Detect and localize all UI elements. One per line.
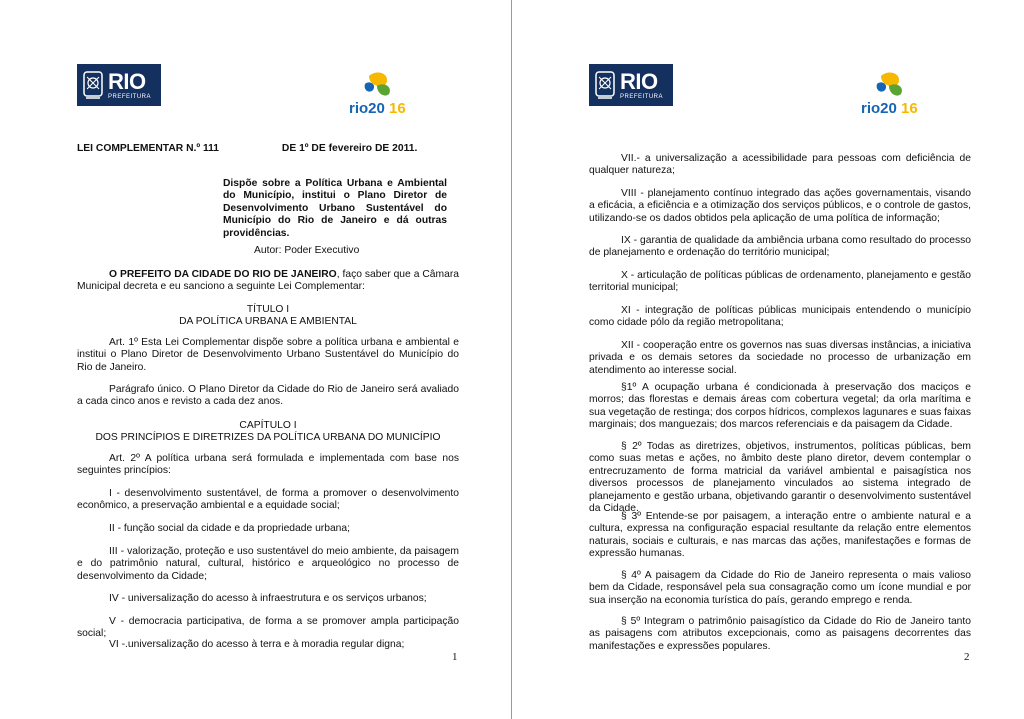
svg-text:rio20: rio20 xyxy=(349,100,385,117)
art-2: Art. 2º A política urbana será formulada e implementada com base nos seguintes princípios: xyxy=(77,453,459,477)
inciso-1: I - desenvolvimento sustentável, de forma a promover o desenvolvimento econômico, a preservação ambiental e a equidade social; xyxy=(77,488,459,512)
intro-bold: O PREFEITO DA CIDADE DO RIO DE JANEIRO xyxy=(109,269,337,280)
art-1: Art. 1º Esta Lei Complementar dispõe sobre a política urbana e ambiental e institui o Plano Diretor de Desenvolvimento Urbano Sustentável do Município do Rio de Janeiro. xyxy=(77,337,459,373)
capitulo-name: DOS PRINCÍPIOS E DIRETRIZES DA POLÍTICA URBANA DO MUNICÍPIO xyxy=(95,432,441,444)
prefeitura-rio-logo xyxy=(77,64,161,106)
paragrafo-4: § 4º A paisagem da Cidade do Rio de Janeiro representa o mais valioso bem da Cidade, responsável pela sua consagração como um ícone mundial e por sua inserção na economia turística do país, gerando emprego e renda. xyxy=(589,570,971,606)
inciso-10: X - articulação de políticas públicas de ordenamento, planejamento e gestão territorial municipal; xyxy=(589,270,971,294)
page-number-2: 2 xyxy=(964,651,970,663)
titulo-number: TÍTULO I xyxy=(246,304,290,315)
inciso-12: XII - cooperação entre os governos nas suas diversas instâncias, a iniciativa privada e os demais setores da sociedade no processo de urbanização em atendimento ao interesse social. xyxy=(589,340,971,376)
autor: Autor: Poder Executivo xyxy=(254,245,360,256)
intro-rest: , faço saber que a Câmara Municipal decreta e eu sanciono a seguinte Lei Complementar: xyxy=(77,269,459,293)
svg-text:16: 16 xyxy=(901,100,918,117)
inciso-5: V - democracia participativa, de forma a se promover ampla participação social; xyxy=(77,616,459,640)
paragrafo-unico: Parágrafo único. O Plano Diretor da Cidade do Rio de Janeiro será avaliado a cada cinco anos e revisto a cada dez anos. xyxy=(77,384,459,408)
prefeitura-rio-logo xyxy=(589,64,673,106)
prefeitura-logo-text: PREFEITURA xyxy=(108,93,152,100)
titulo-heading xyxy=(77,304,459,329)
lei-title: LEI COMPLEMENTAR N.º 111 xyxy=(77,143,220,154)
rio-2016-logo-icon xyxy=(347,70,407,118)
lei-heading xyxy=(77,143,417,154)
lei-date: DE 1º DE fevereiro DE 2011. xyxy=(281,143,418,154)
titulo-name: DA POLÍTICA URBANA E AMBIENTAL xyxy=(179,316,357,328)
svg-text:16: 16 xyxy=(389,100,406,117)
crest-icon xyxy=(594,69,616,101)
inciso-4: IV - universalização do acesso à infraestrutura e os serviços urbanos; xyxy=(109,593,427,604)
rio-logo-text: RIO xyxy=(108,68,146,94)
capitulo-heading xyxy=(77,420,459,445)
prefeitura-logo-text: PREFEITURA xyxy=(620,93,664,100)
paragrafo-2: § 2º Todas as diretrizes, objetivos, instrumentos, políticas públicas, bem como suas metas e ações, no âmbito deste plano diretor, devem contemplar o entrecruzamento de forma matricial da variável ambiental e paisagística nos diversos processos de planejamento vinculados ao sistema integrado de planejamento e gestão urbana, objetivando garantir o desenvolvimento sustentável da Cidade. xyxy=(589,441,971,515)
document-page-2 xyxy=(512,0,1024,719)
ementa: Dispõe sobre a Política Urbana e Ambiental do Município, institui o Plano Diretor de Desenvolvimento Urbano Sustentável do Município do Rio de Janeiro e dá outras providências. xyxy=(223,178,447,239)
inciso-3: III - valorização, proteção e uso sustentável do meio ambiente, da paisagem e do patrimônio natural, cultural, histórico e arqueológico no processo de desenvolvimento da Cidade; xyxy=(77,546,459,582)
inciso-8: VIII - planejamento contínuo integrado das ações governamentais, visando a eficácia, a eficiência e a otimização dos serviços públicos, e o controle de gastos, utilizando-se os dados obtidos pela aplicação de uma política de informação; xyxy=(589,188,971,224)
inciso-9: IX - garantia de qualidade da ambiência urbana como resultado do processo de planejamento e ordenação do território municipal; xyxy=(589,235,971,259)
paragrafo-5: § 5º Integram o patrimônio paisagístico da Cidade do Rio de Janeiro tanto as paisagens com atributos excepcionais, como as paisagens decorrentes das manifestações e expressões populares. xyxy=(589,616,971,652)
rio-2016-logo-icon xyxy=(859,70,919,118)
inciso-2: II - função social da cidade e da propriedade urbana; xyxy=(109,523,350,534)
paragrafo-1: §1º A ocupação urbana é condicionada à preservação dos maciços e morros; das florestas e demais áreas com cobertura vegetal; da orla marítima e sua vegetação de restinga; dos corpos hídricos, complexos lagunares e suas faixas marginais; dos manguezais; dos marcos referenciais e da paisagem da Cidade. xyxy=(589,382,971,431)
capitulo-number: CAPÍTULO I xyxy=(239,420,297,431)
paragrafo-3: § 3º Entende-se por paisagem, a interação entre o ambiente natural e a cultura, expressa na configuração espacial resultante da relação entre elementos naturais, sociais e culturais, e nas marcas das ações, manifestações e formas de expressão humanas. xyxy=(589,511,971,560)
crest-icon xyxy=(82,69,104,101)
inciso-7: VII.- a universalização a acessibilidade para pessoas com deficiência de qualquer natureza; xyxy=(589,153,971,177)
inciso-6: VI -.universalização do acesso à terra e à moradia regular digna; xyxy=(109,639,405,650)
svg-text:rio20: rio20 xyxy=(861,100,897,117)
inciso-11: XI - integração de políticas públicas municipais entendendo o município como cidade pólo da região metropolitana; xyxy=(589,305,971,329)
page-number-1: 1 xyxy=(452,651,458,663)
rio-logo-text: RIO xyxy=(620,68,658,94)
intro-paragraph xyxy=(77,269,459,294)
